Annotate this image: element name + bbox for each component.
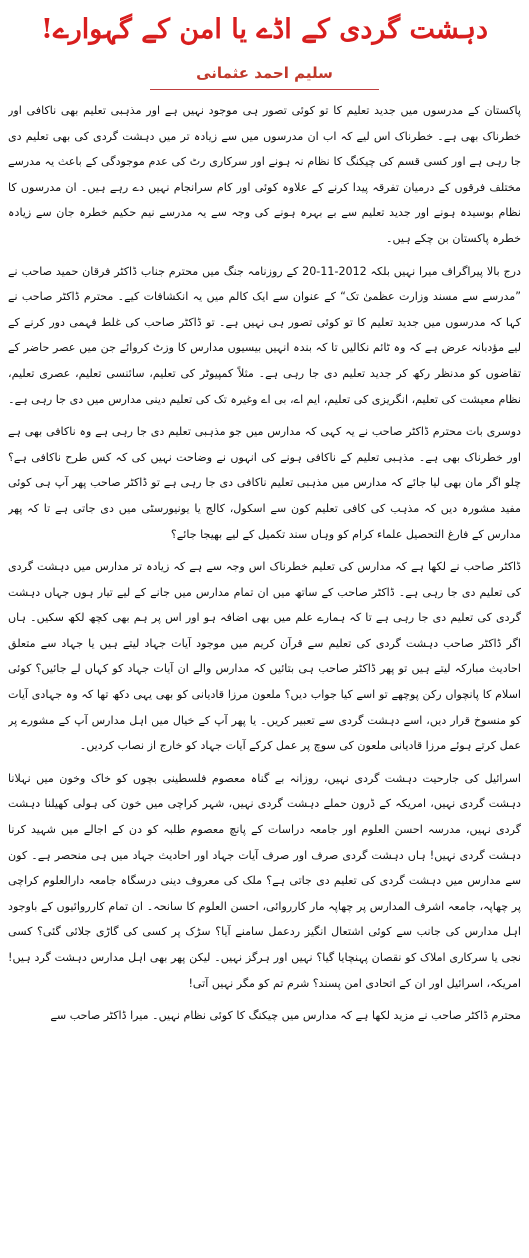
headline: دہشت گردی کے اڈے یا امن کے گہوارے! — [41, 14, 488, 45]
paragraph-2: درج بالا پیراگراف میرا نہیں بلکہ 2012-11-20 کے روزنامہ جنگ میں محترم جناب ڈاکٹر فرقان حمید صاحب نے ”مدرسے سے مسند وزارت عظمیٰ تک“ کے عنوان سے ایک کالم میں یہ انکشافات کیے۔ محترم ڈاکٹر صاحب نے کہا کہ مدرسوں میں جدید تعلیم کا تو کوئی تصور ہی نہیں ہے۔ تو ڈاکٹر صاحب کی غلط فہمی دور کرنے کے لیے مؤدبانہ عرض ہے کہ وہ ٹائم نکالیں تا کہ بندہ انہیں بیسیوں مدارس کا وزٹ کروائے جن میں عصر حاضر کے تقاضوں کو مدنظر رکھ کر جدید تعلیم دی جا رہی ہے۔ مثلاً کمپیوٹر کی تعلیم، سائنسی تعلیم، عصری تعلیم، نظام معیشت کی تعلیم، انگریزی کی تعلیم، ایم اے، بی اے وغیرہ تک کی تعلیم دینی مدارس میں دی جا رہی ہے۔ — [8, 264, 521, 406]
article-body — [8, 98, 521, 1253]
paragraph-5: اسرائیل کی جارحیت دہشت گردی نہیں، روزانہ بے گناہ معصوم فلسطینی بچوں کو خاک وخون میں نہلانا دہشت گردی نہیں، امریکہ کے ڈرون حملے دہشت گردی نہیں، شہر کراچی میں خون کی ہولی کھیلنا دہشت گردی نہیں، مدرسہ احسن العلوم اور جامعہ دراسات کے پانچ معصوم طلبہ کو دن کے اجالے میں شہید کرنا دہشت گردی نہیں! ہاں دہشت گردی صرف اور صرف آیات جہاد اور احادیث جہاد میں ہی منحصر ہے۔ کون سے مدارس میں دہشت گردی کی تعلیم دی جاتی ہے؟ ملک کی معروف دینی درسگاہ جامعہ دارالعلوم کراچی پر چھاپہ، جامعہ اشرف المدارس پر چھاپہ مار کارروائی، احسن العلوم کا سانحہ۔ ان تمام کارروائیوں کے باوجود اہل مدارس کی جانب سے کوئی اشتعال انگیز ردعمل سامنے آیا؟ سڑک پر کسی کی گاڑی جلائی گئی؟ کسی نجی یا سرکاری املاک کو نقصان پہنچایا گیا؟ نہیں اور ہرگز نہیں۔ لیکن پھر بھی اہل مدارس دہشت گرد ہیں! امریکہ، اسرائیل اور ان کے اتحادی امن پسند؟ شرم تم کو مگر نہیں آتی! — [8, 771, 521, 990]
paragraph-6: محترم ڈاکٹر صاحب نے مزید لکھا ہے کہ مدارس میں چیکنگ کا کوئی نظام نہیں۔ میرا ڈاکٹر صاحب سے — [50, 1009, 521, 1023]
paragraph-1: پاکستان کے مدرسوں میں جدید تعلیم کا تو کوئی تصور ہی موجود نہیں ہے اور مذہبی تعلیم بھی ناکافی اور خطرناک بھی ہے۔ خطرناک اس لیے کہ اب ان مدرسوں میں سے زیادہ تر میں دہشت گردی کی بھی تعلیم دی جا رہی ہے اور کسی قسم کی چیکنگ کا نظام نہ ہونے اور سرکاری رٹ کی عدم موجودگی کے باعث یہ مدرسے مختلف فرقوں کے درمیان تفرقہ پیدا کرنے کے علاوہ کوئی اور کام سرانجام نہیں دے رہے ہیں۔ ان مدرسوں کا نظام بوسیدہ ہونے اور جدید تعلیم سے بے بہرہ ہونے کی وجہ سے یہ مدرسے نیم حکیم خطرہ جان سے زیادہ خطرہ پاکستان بن چکے ہیں۔ — [8, 104, 521, 245]
paragraph-3: دوسری بات محترم ڈاکٹر صاحب نے یہ کہی کہ مدارس میں جو مذہبی تعلیم دی جا رہی ہے وہ ناکافی بھی ہے اور خطرناک بھی ہے۔ مذہبی تعلیم کے ناکافی ہونے کی انہوں نے وضاحت نہیں کی کہ کس طرح ناکافی ہے؟ چلو اگر مان بھی لیا جائے کہ مدارس میں مذہبی تعلیم ناکافی دی جا رہی ہے تو ڈاکٹر صاحب پھر آپ ہی کوئی مفید مشورہ دیں کہ مذہب کی کافی تعلیم کون سے اسکول، کالج یا یونیورسٹی میں دی جاتی ہے تا کہ پھر مدارس کے فارغ التحصیل علماء کرام کو وہاں سند تکمیل کے لیے بھیجا جائے؟ — [8, 425, 521, 541]
author-byline: سلیم احمد عثمانی — [196, 64, 333, 82]
byline-divider — [150, 89, 379, 90]
paragraph-4: ڈاکٹر صاحب نے لکھا ہے کہ مدارس کی تعلیم خطرناک اس وجہ سے ہے کہ زیادہ تر مدارس میں دہشت گردی کی تعلیم دی جا رہی ہے۔ ڈاکٹر صاحب کے ساتھ میں ان تمام مدارس میں جانے کے لیے تیار ہوں جہاں دہشت گردی کی تعلیم دی جا رہی ہے تا کہ ہمارے علم میں بھی اضافہ ہو اور اس پر ہم بھی کچھ لکھ سکیں۔ ہاں اگر ڈاکٹر صاحب دہشت گردی کی تعلیم سے قرآن کریم میں موجود آیات جہاد لیتے ہیں یا جہاد سے متعلق احادیث مبارکہ لیتے ہیں تو پھر ڈاکٹر صاحب ہی بتائیں کہ مدارس والے ان آیات جہاد کو کہاں لے جائیں؟ کوئی اسلام کا پانچواں رکن پوچھے تو اسے کیا جواب دیں؟ ملعون مرزا قادیانی کو بھی یہی دکھ تھا کہ وہ جہادی آیات کو منسوخ قرار دیں، اسے دہشت گردی سے تعبیر کریں۔ یا پھر آپ کے خیال میں اہل مدارس آپ کے مشورے پر عمل کرتے ہوئے مرزا قادیانی ملعون کی سوچ پر عمل کرکے آیات جہاد کو خارج از نصاب کردیں۔ — [8, 560, 521, 753]
